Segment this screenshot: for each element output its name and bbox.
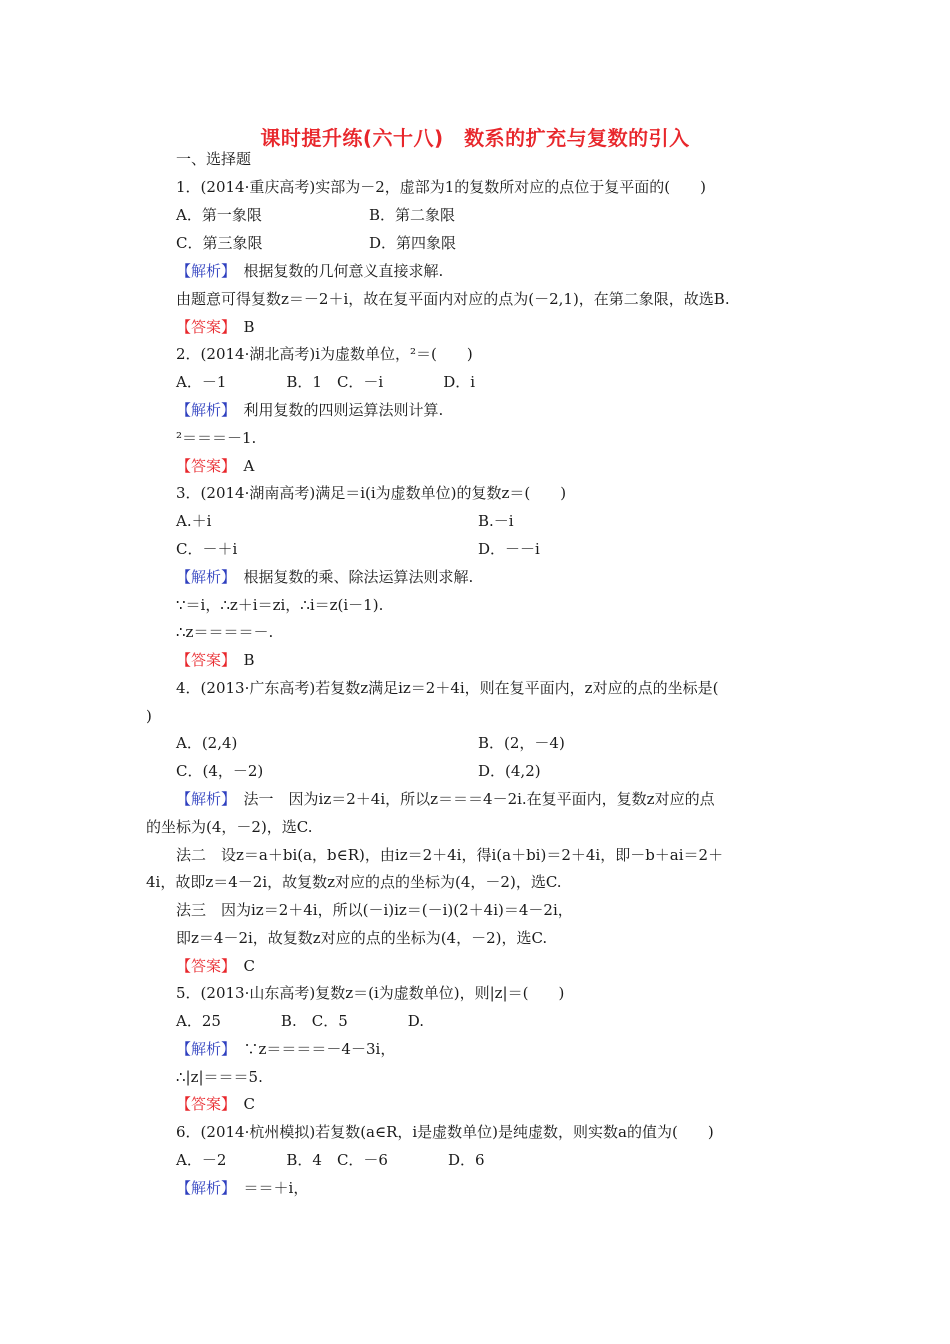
- q2-answer: [176, 456, 254, 476]
- q3-option-b: B.－i: [478, 512, 514, 530]
- page-title: 课时提升练(六十八) 数系的扩充与复数的引入: [260, 126, 690, 150]
- q1-option-a: A．第一象限: [176, 206, 262, 224]
- q4-method3-line1: 法三 因为iz＝2＋4i，所以(－i)iz＝(－i)(2＋4i)＝4－2i，: [176, 901, 573, 919]
- q5-answer-value: C: [243, 1095, 256, 1113]
- q3-analysis-text: 根据复数的乘、除法运算法则求解.: [243, 568, 474, 586]
- q5-analysis-text: ∵z＝＝＝＝－4－3i，: [243, 1040, 396, 1058]
- analysis-tag: 【解析】: [176, 1040, 229, 1058]
- q4-option-a: A．(2,4): [176, 734, 238, 752]
- q4-answer: [176, 956, 255, 976]
- q4-stem-2: ): [146, 707, 152, 725]
- q4-option-b: B．(2，－4): [478, 734, 565, 752]
- q6-analysis: [176, 1178, 308, 1198]
- q1-analysis-text: 根据复数的几何意义直接求解.: [243, 262, 444, 280]
- q5-stem: 5．(2013·山东高考)复数z＝(i为虚数单位)，则|z|＝( ): [176, 984, 565, 1002]
- q2-options: A．－1 B．1 C．－i D．i: [176, 373, 476, 391]
- q6-analysis-text: ＝＝＋i，: [243, 1179, 309, 1197]
- q1-analysis: [176, 261, 443, 281]
- q5-analysis: [176, 1039, 395, 1059]
- q4-option-c: C．(4，－2): [176, 762, 264, 780]
- q6-stem: 6．(2014·杭州模拟)若复数(a∈R，i是虚数单位)是纯虚数，则实数a的值为( ): [176, 1123, 714, 1141]
- q6-options: A．－2 B．4 C．－6 D．6: [176, 1151, 485, 1169]
- q3-answer: [176, 650, 255, 670]
- q3-option-a: A.＋i: [176, 512, 212, 530]
- q5-detail: ∴|z|＝＝＝5.: [176, 1068, 263, 1086]
- q4-method1-cont: 的坐标为(4，－2)，选C.: [146, 818, 313, 836]
- analysis-tag: 【解析】: [176, 262, 229, 280]
- section-heading: 一、选择题: [176, 150, 252, 168]
- q4-analysis: [176, 789, 715, 809]
- q1-detail: 由题意可得复数z＝－2＋i，故在复平面内对应的点为(－2,1)，在第二象限，故选B.: [176, 290, 730, 308]
- q1-answer-value: B: [243, 318, 255, 336]
- q1-answer: [176, 317, 255, 337]
- answer-tag: 【答案】: [176, 957, 229, 975]
- answer-tag: 【答案】: [176, 1095, 229, 1113]
- q2-stem: 2．(2014·湖北高考)i为虚数单位，²＝( ): [176, 345, 473, 363]
- q1-stem: 1．(2014·重庆高考)实部为－2，虚部为1的复数所对应的点位于复平面的( ): [176, 178, 706, 196]
- q2-detail: ²＝＝＝－1.: [176, 429, 257, 447]
- analysis-tag: 【解析】: [176, 790, 229, 808]
- q2-answer-value: A: [243, 457, 255, 475]
- q4-method2-line2: 4i，故即z＝4－2i，故复数z对应的点的坐标为(4，－2)，选C.: [146, 873, 562, 891]
- q1-option-c: C．第三象限: [176, 234, 263, 252]
- analysis-tag: 【解析】: [176, 1179, 229, 1197]
- q4-stem-1: 4．(2013·广东高考)若复数z满足iz＝2＋4i，则在复平面内，z对应的点的坐标是(: [176, 679, 719, 697]
- q3-detail-1: ∵＝i，∴z＋i＝zi，∴i＝z(i－1).: [176, 596, 384, 614]
- q4-option-d: D．(4,2): [478, 762, 541, 780]
- q4-method2-line1: 法二 设z＝a＋bi(a，b∈R)，由iz＝2＋4i，得i(a＋bi)＝2＋4i，即－b＋ai＝2＋: [176, 846, 724, 864]
- q4-method3-line2: 即z＝4－2i，故复数z对应的点的坐标为(4，－2)，选C.: [176, 929, 548, 947]
- q3-answer-value: B: [243, 651, 255, 669]
- analysis-tag: 【解析】: [176, 401, 229, 419]
- q5-answer: [176, 1094, 255, 1114]
- q2-analysis: [176, 400, 443, 420]
- q5-options: A．25 B. C．5 D.: [176, 1012, 424, 1030]
- q3-detail-2: ∴z＝＝＝＝－.: [176, 623, 274, 641]
- q3-option-c: C．－＋i: [176, 540, 238, 558]
- q4-analysis-text: 法一 因为iz＝2＋4i，所以z＝＝＝4－2i.在复平面内，复数z对应的点: [243, 790, 715, 808]
- q3-stem: 3．(2014·湖南高考)满足＝i(i为虚数单位)的复数z＝( ): [176, 484, 567, 502]
- answer-tag: 【答案】: [176, 651, 229, 669]
- q3-option-d: D．－－i: [478, 540, 540, 558]
- answer-tag: 【答案】: [176, 457, 229, 475]
- analysis-tag: 【解析】: [176, 568, 229, 586]
- q1-option-d: D．第四象限: [369, 234, 457, 252]
- answer-tag: 【答案】: [176, 318, 229, 336]
- q3-analysis: [176, 567, 473, 587]
- q1-option-b: B．第二象限: [369, 206, 456, 224]
- q4-answer-value: C: [243, 957, 256, 975]
- q2-analysis-text: 利用复数的四则运算法则计算.: [243, 401, 444, 419]
